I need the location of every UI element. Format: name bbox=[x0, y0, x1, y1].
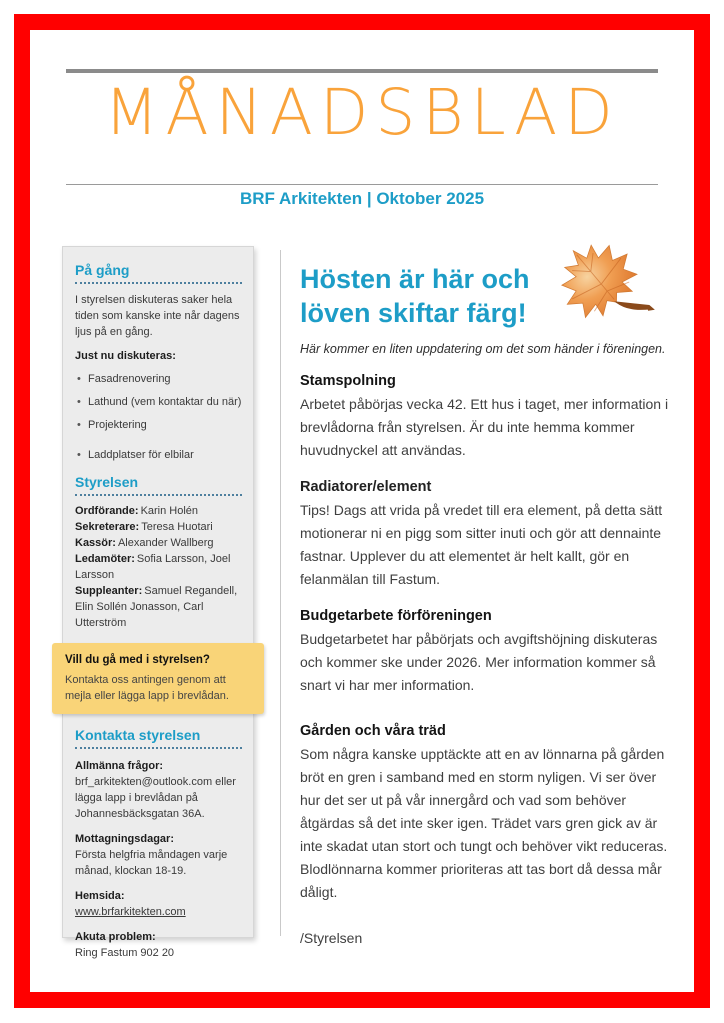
newsletter-title: MÅNADSBLAD bbox=[104, 76, 620, 149]
role-label: Ordförande: bbox=[75, 505, 139, 517]
section-text: Som några kanske upptäckte att en av lönnarna på gården bröt en gren i samband med en storm nyligen. Vi ser över hur det ser ut på vår innergård och vad som behöver åtgärdas så det inte sker igen. Trädet vars gren gick av är inte skadat utan stort och tungt och behöver vikt reduceras. Blodlönnarna kommer prioriteras att tas bort då dessa mår dåligt. bbox=[300, 746, 668, 900]
contact-label: Mottagningsdagar: bbox=[75, 833, 174, 845]
list-item: • Laddplatser för elbilar bbox=[75, 447, 242, 463]
contact-text: Ring Fastum 902 20 bbox=[75, 947, 175, 959]
contact-label: Allmänna frågor: bbox=[75, 760, 164, 772]
contact-entry bbox=[75, 831, 242, 879]
sidebar-heading-kontakta: Kontakta styrelsen bbox=[75, 726, 242, 749]
sidebar-heading-styrelsen: Styrelsen bbox=[75, 473, 242, 496]
join-board-callout bbox=[52, 643, 264, 714]
article-lead: Här kommer en liten uppdatering om det som händer i föreningen. bbox=[300, 342, 666, 356]
column-divider bbox=[280, 250, 281, 936]
section-text: Tips! Dags att vrida på vredet till era element, på detta sätt motionerar ni en pigg som sitter inuti och gör att dennainte fastnar. Upplever du att elementet är helt kallt, gör en felanmälan till Fastum. bbox=[300, 502, 663, 587]
role-value: Samuel Regandell, Elin Sollén Jonasson, Carl Utterström bbox=[75, 585, 238, 629]
sidebar bbox=[62, 246, 254, 959]
main-article bbox=[300, 262, 672, 960]
contact-text: brf_arkitekten@outlook.com eller lägga lapp i brevlådan på Johannesbäcksgatan 36A. bbox=[75, 776, 236, 820]
top-divider bbox=[66, 69, 658, 73]
pa-gang-list-title: Just nu diskuteras: bbox=[75, 350, 176, 362]
list-item: • Projektering bbox=[75, 417, 242, 433]
role-label: Ledamöter: bbox=[75, 553, 135, 565]
role-value: Karin Holén bbox=[140, 505, 199, 517]
sidebar-heading-pa-gang: På gång bbox=[75, 261, 242, 284]
signature: /Styrelsen bbox=[300, 930, 363, 946]
role-line bbox=[75, 535, 242, 551]
subtitle-divider bbox=[66, 184, 658, 185]
article-heading-line2: löven skiftar färg! bbox=[300, 298, 527, 328]
section-text: Budgetarbetet har påbörjats och avgiftshöjning diskuteras och kommer ske under 2026. Mer information kommer så snart vi har mer information. bbox=[300, 631, 658, 693]
contact-entry bbox=[75, 758, 242, 822]
role-value: Alexander Wallberg bbox=[117, 537, 214, 549]
discussion-list bbox=[75, 371, 242, 463]
section-text: Arbetet påbörjas vecka 42. Ett hus i taget, mer information i brevlådorna från styrelsen. Är du inte hemma kommer huvudnyckel att användas. bbox=[300, 396, 669, 458]
contact-text: Första helgfria måndagen varje månad, klockan 18-19. bbox=[75, 849, 228, 877]
role-value: Teresa Huotari bbox=[141, 521, 213, 533]
role-line bbox=[75, 503, 242, 519]
role-line bbox=[75, 551, 242, 583]
role-line bbox=[75, 519, 242, 535]
role-label: Sekreterare: bbox=[75, 521, 140, 533]
role-line bbox=[75, 583, 242, 631]
newsletter-subtitle: BRF Arkitekten | Oktober 2025 bbox=[239, 189, 485, 208]
section-title-budgetarbete: Budgetarbete förföreningen bbox=[300, 608, 492, 624]
role-label: Kassör: bbox=[75, 537, 116, 549]
pa-gang-intro: I styrelsen diskuteras saker hela tiden som kanske inte når dagens ljus på en gång. bbox=[75, 294, 240, 338]
board-roles bbox=[75, 503, 242, 631]
list-item: • Lathund (vem kontaktar du när) bbox=[75, 394, 242, 410]
list-item: • Fasadrenovering bbox=[75, 371, 242, 387]
role-value: Sofia Larsson, Joel Larsson bbox=[75, 553, 231, 581]
contact-label: Hemsida: bbox=[75, 890, 125, 902]
contact-entry bbox=[75, 888, 242, 920]
website-link[interactable]: www.brfarkitekten.com bbox=[75, 906, 186, 918]
callout-title: Vill du gå med i styrelsen? bbox=[65, 654, 210, 666]
section-title-garden: Gården och våra träd bbox=[300, 723, 446, 739]
section-title-stamspolning: Stamspolning bbox=[300, 373, 396, 389]
contact-label: Akuta problem: bbox=[75, 931, 156, 943]
section-title-radiatorer: Radiatorer/element bbox=[300, 479, 432, 495]
article-heading-line1: Hösten är här och bbox=[300, 264, 530, 294]
callout-text: Kontakta oss antingen genom att mejla eller lägga lapp i brevlådan. bbox=[65, 674, 229, 702]
article-heading bbox=[300, 262, 672, 330]
role-label: Suppleanter: bbox=[75, 585, 143, 597]
contact-entry bbox=[75, 929, 242, 961]
